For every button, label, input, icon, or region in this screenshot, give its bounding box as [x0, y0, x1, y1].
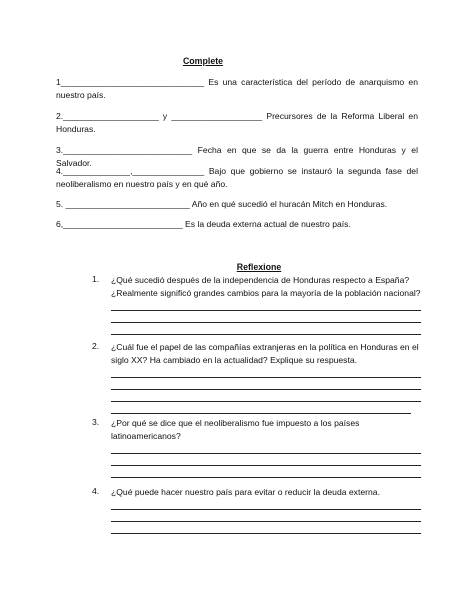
- question-number: 2.: [92, 341, 100, 351]
- answer-line[interactable]: [111, 510, 421, 522]
- item-text: Precursores de la Reforma Liberal en Honduras.: [56, 111, 418, 134]
- answer-blank[interactable]: __________________________: [65, 199, 190, 209]
- question-text: ¿Qué sucedió después de la independencia de Honduras respecto a España? ¿Realmente significó grandes cambios para la mayoría de la población nacional?: [111, 275, 421, 298]
- reflexione-title: Reflexione: [236, 262, 282, 272]
- item-text: Año en qué sucedió el huracán Mitch en Honduras.: [189, 199, 388, 209]
- answer-lines[interactable]: [111, 366, 421, 414]
- item-text: Es una característica del período de anarquismo en nuestro país.: [56, 77, 418, 100]
- complete-item-5: [56, 198, 418, 211]
- answer-line[interactable]: [111, 390, 421, 402]
- answer-line[interactable]: [111, 366, 421, 378]
- answer-line[interactable]: [111, 466, 421, 478]
- item-text: Fecha en que se da la guerra entre Honduras y el Salvador.: [56, 145, 418, 168]
- answer-lines[interactable]: [111, 299, 421, 335]
- answer-blank[interactable]: ______________________________: [60, 77, 205, 87]
- complete-item-4: [56, 165, 418, 191]
- answer-lines[interactable]: [111, 498, 421, 534]
- answer-lines[interactable]: [111, 442, 421, 478]
- answer-line[interactable]: [111, 454, 421, 466]
- complete-item-6: [56, 218, 418, 231]
- answer-line[interactable]: [111, 498, 421, 510]
- question-number: 4.: [92, 486, 100, 496]
- item-text: Es la deuda externa actual de nuestro país.: [182, 219, 351, 229]
- answer-blank[interactable]: ____________________ y ___________________: [63, 111, 263, 121]
- question-number: 3.: [92, 417, 100, 427]
- answer-line[interactable]: [111, 522, 421, 534]
- answer-blank[interactable]: ______________,_______________: [63, 166, 205, 176]
- item-number: 6,: [56, 219, 64, 229]
- item-number: 1: [56, 77, 61, 87]
- question-text: ¿Por qué se dice que el neoliberalismo fue impuesto a los países latinoamericanos?: [111, 418, 360, 441]
- item-number: 3.: [56, 145, 64, 155]
- complete-item-1: [56, 76, 418, 102]
- item-number: 4.: [56, 166, 64, 176]
- question-number: 1.: [92, 274, 100, 284]
- answer-line[interactable]: [111, 299, 421, 311]
- complete-title: Complete: [182, 56, 224, 66]
- answer-blank[interactable]: _________________________: [63, 219, 183, 229]
- item-number: 2.: [56, 111, 64, 121]
- answer-line[interactable]: [111, 311, 421, 323]
- complete-item-2: [56, 110, 418, 136]
- answer-blank[interactable]: ___________________________: [63, 145, 193, 155]
- item-number: 5.: [56, 199, 66, 209]
- answer-line[interactable]: [111, 442, 421, 454]
- item-text: Bajo que gobierno se instauró la segunda fase del neoliberalismo en nuestro país y en qué año.: [56, 166, 418, 189]
- question-text: ¿Qué puede hacer nuestro país para evitar o reducir la deuda externa.: [111, 487, 380, 497]
- answer-line[interactable]: [111, 323, 421, 335]
- answer-line[interactable]: [111, 378, 421, 390]
- question-text: ¿Cuál fue el papel de las compañías extranjeras en la política en Honduras en el siglo XX? Ha cambiado en la actualidad? Explique su respuesta.: [111, 342, 419, 365]
- answer-line[interactable]: [111, 402, 411, 414]
